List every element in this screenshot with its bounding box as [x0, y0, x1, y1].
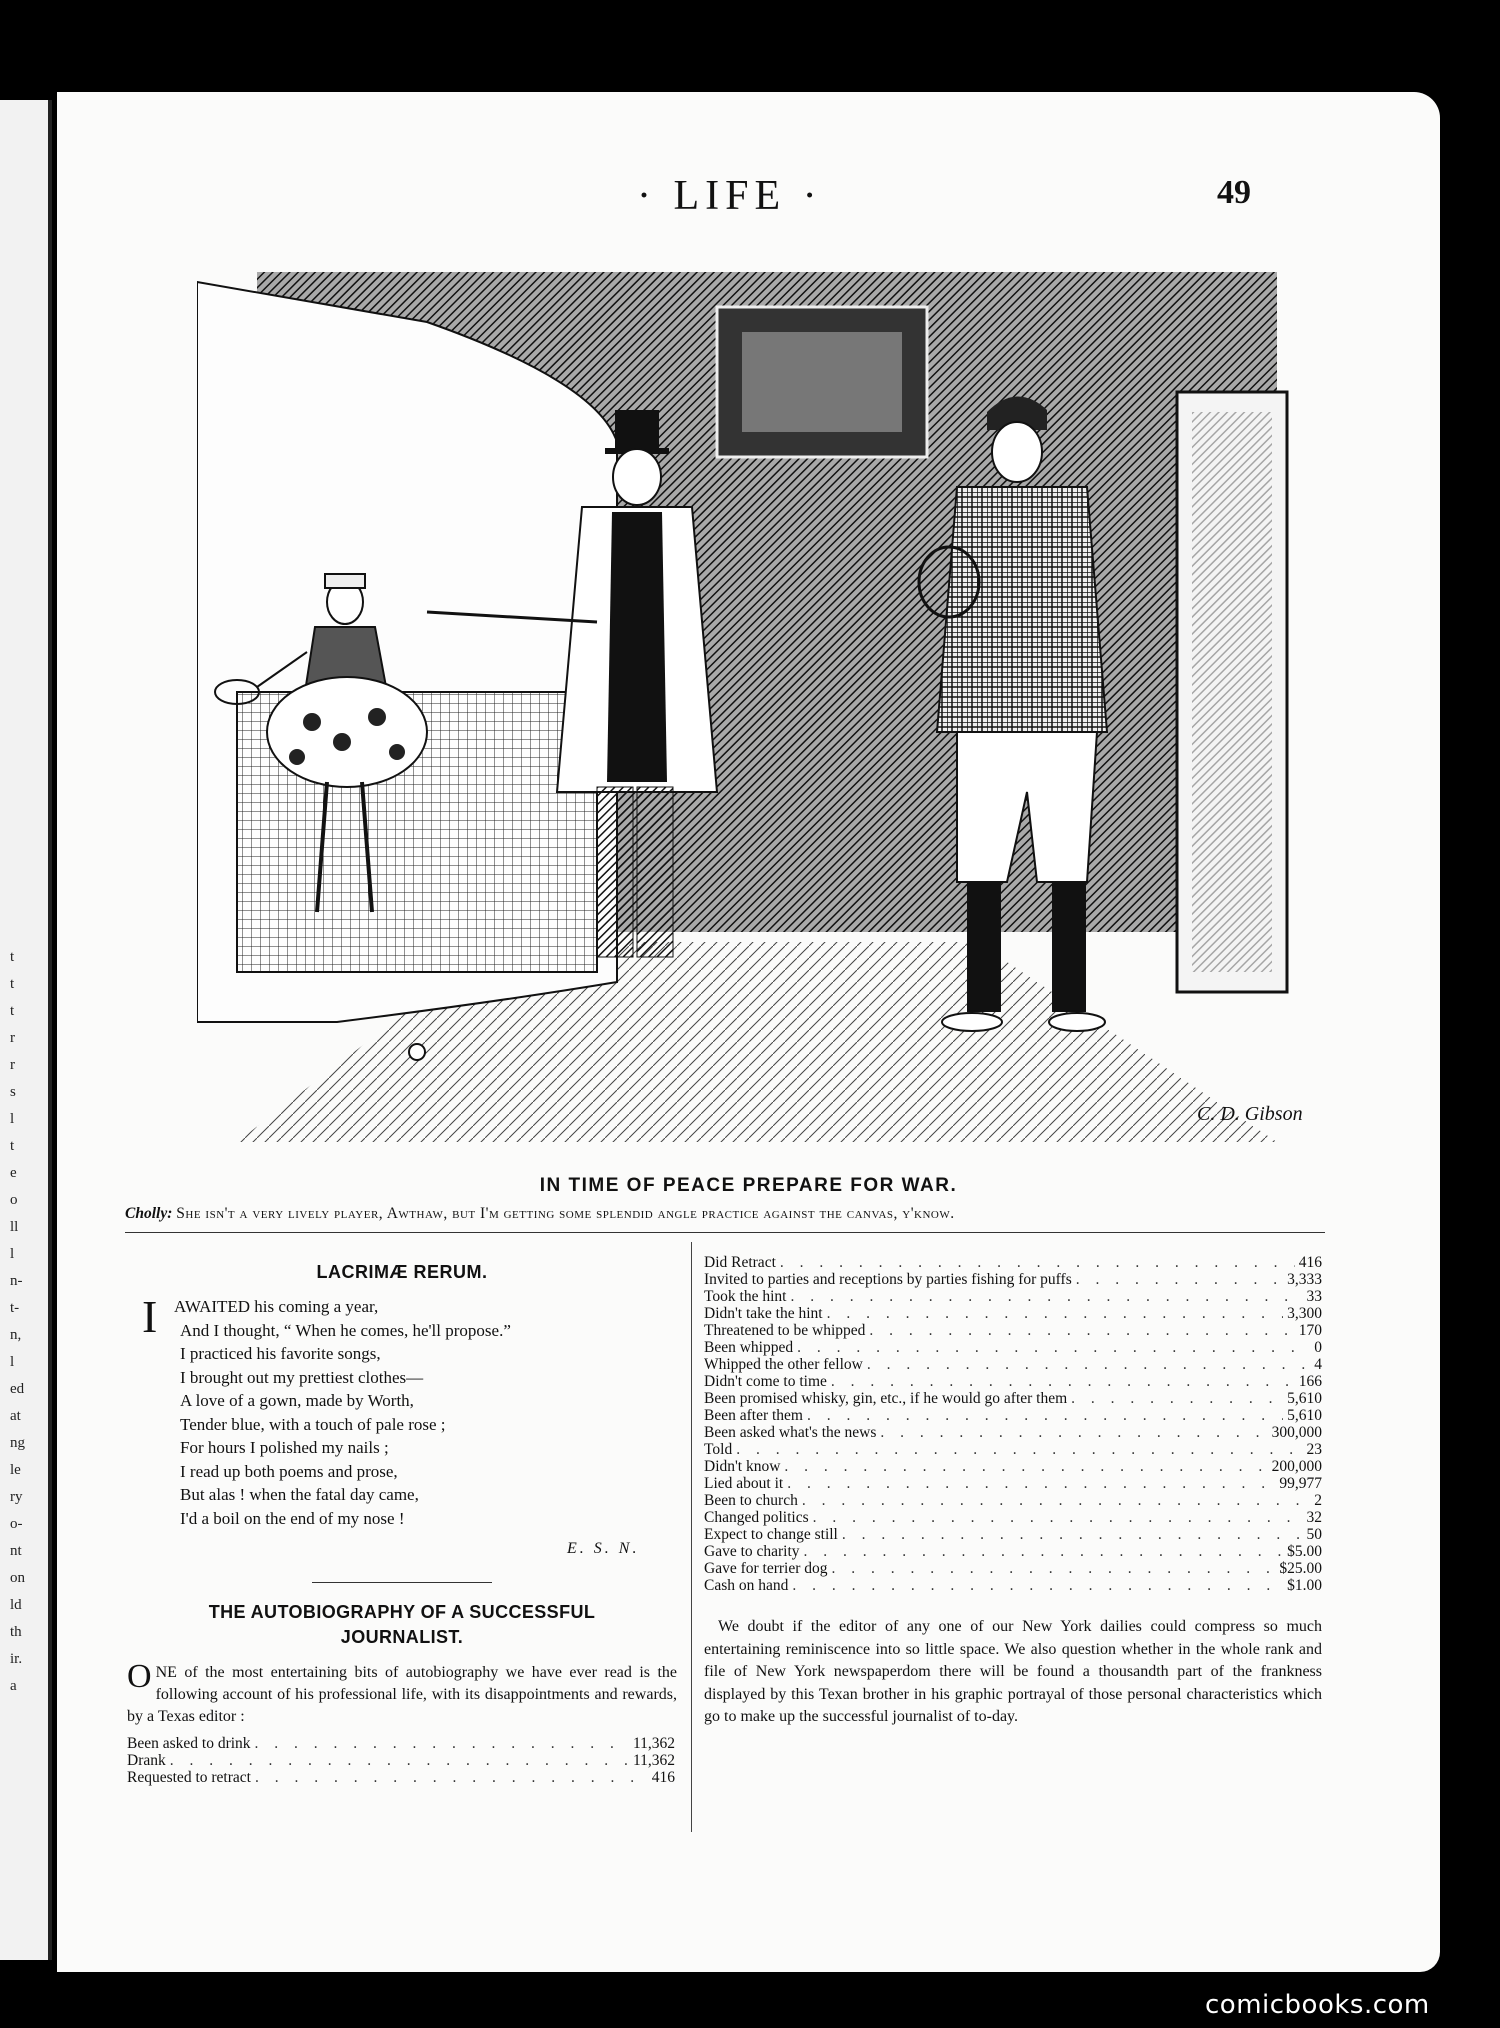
poem-line: AWAITED his coming a year,	[174, 1297, 379, 1316]
left-page-edge	[0, 100, 52, 1960]
stat-label: Took the hint	[704, 1288, 787, 1305]
stat-row	[704, 1356, 1322, 1373]
leader-dots	[880, 1424, 1267, 1441]
leader-dots	[1071, 1390, 1283, 1407]
leader-dots	[255, 1735, 629, 1752]
left-page-fragment: le	[10, 1462, 21, 1478]
tennis-ball	[409, 1044, 425, 1060]
section-divider	[125, 1232, 1325, 1233]
leader-dots	[170, 1752, 629, 1769]
stat-value: $5.00	[1287, 1543, 1322, 1560]
leader-dots	[780, 1254, 1295, 1271]
stat-row	[704, 1407, 1322, 1424]
stat-value: 23	[1306, 1441, 1322, 1458]
stat-row	[704, 1424, 1322, 1441]
poem-signature: E. S. N.	[567, 1540, 640, 1557]
stat-label: Been asked to drink	[127, 1735, 251, 1752]
leader-dots	[807, 1407, 1283, 1424]
left-page-fragment: n-	[10, 1273, 23, 1289]
stat-label: Didn't take the hint	[704, 1305, 823, 1322]
stat-label: Requested to retract	[127, 1769, 251, 1786]
stat-value: 5,610	[1287, 1390, 1322, 1407]
stat-row	[704, 1271, 1322, 1288]
stat-label: Been promised whisky, gin, etc., if he would go after them	[704, 1390, 1068, 1407]
leader-dots	[831, 1373, 1295, 1390]
stat-value: 3,300	[1287, 1305, 1322, 1322]
stat-row	[704, 1441, 1322, 1458]
stat-label: Cash on hand	[704, 1577, 789, 1594]
leader-dots	[255, 1769, 648, 1786]
stat-label: Drank	[127, 1752, 166, 1769]
leader-dots	[736, 1441, 1302, 1458]
caption-text: She isn't a very lively player, Awthaw, but I'm getting some splendid angle practice against the canvas, y'know.	[176, 1205, 955, 1222]
stat-value: $25.00	[1279, 1560, 1322, 1577]
stat-value: 99,977	[1279, 1475, 1322, 1492]
page-header-title: · LIFE ·	[637, 173, 823, 219]
watermark: comicbooks.com	[1205, 1990, 1430, 2020]
left-page-fragment: ir.	[10, 1651, 23, 1667]
left-page-fragment: ed	[10, 1381, 25, 1397]
stat-value: 416	[651, 1769, 675, 1786]
stat-value: $1.00	[1287, 1577, 1322, 1594]
stat-value: 0	[1314, 1339, 1322, 1356]
intro-dropcap: O	[127, 1658, 152, 1695]
left-page-fragment: a	[10, 1678, 17, 1694]
stat-label: Invited to parties and receptions by parties fishing for puffs	[704, 1271, 1072, 1288]
stat-row	[127, 1752, 675, 1769]
stat-label: Gave to charity	[704, 1543, 800, 1560]
stat-row	[704, 1458, 1322, 1475]
poem-title: LACRIMÆ RERUM.	[316, 1262, 488, 1282]
left-page-fragment: t	[10, 1003, 15, 1019]
poem-line: I read up both poems and prose,	[180, 1461, 398, 1481]
left-page-fragment: r	[10, 1057, 15, 1073]
stat-value: 166	[1298, 1373, 1322, 1390]
stat-value: 11,362	[632, 1752, 675, 1769]
stat-row	[704, 1390, 1322, 1407]
leader-dots	[832, 1560, 1276, 1577]
left-page-fragment: t	[10, 1138, 15, 1154]
stat-label: Been after them	[704, 1407, 803, 1424]
stat-value: 4	[1314, 1356, 1322, 1373]
tennis-illustration	[197, 262, 1347, 1167]
stat-label: Expect to change still	[704, 1526, 838, 1543]
leader-dots	[842, 1526, 1303, 1543]
leader-dots	[813, 1509, 1303, 1526]
stat-value: 2	[1314, 1492, 1322, 1509]
poem-dropcap: I	[142, 1291, 158, 1342]
stat-row	[127, 1769, 675, 1786]
poem-line: Tender blue, with a touch of pale rose ;	[180, 1414, 446, 1434]
short-divider	[312, 1582, 492, 1583]
stat-label: Been whipped	[704, 1339, 794, 1356]
article-title	[127, 1600, 677, 1650]
stat-row	[127, 1735, 675, 1752]
stat-label: Told	[704, 1441, 733, 1458]
left-page-fragment: th	[10, 1624, 22, 1640]
leader-dots	[797, 1339, 1310, 1356]
stat-label: Didn't know	[704, 1458, 781, 1475]
stat-row	[704, 1492, 1322, 1509]
stat-value: 416	[1298, 1254, 1322, 1271]
left-page-fragment: t	[10, 949, 15, 965]
stat-value: 50	[1306, 1526, 1322, 1543]
poem-line: But alas ! when the fatal day came,	[180, 1485, 419, 1504]
caption-dialog	[125, 1205, 1325, 1223]
page-number: 49	[1217, 174, 1251, 211]
stat-label: Didn't come to time	[704, 1373, 827, 1390]
stat-row	[704, 1305, 1322, 1322]
leader-dots	[784, 1458, 1267, 1475]
stat-row	[704, 1254, 1322, 1271]
stat-row	[704, 1560, 1322, 1577]
column-divider	[691, 1242, 692, 1832]
stat-value: 300,000	[1271, 1424, 1322, 1441]
stat-label: Lied about it	[704, 1475, 784, 1492]
stat-row	[704, 1577, 1322, 1594]
left-page-fragment: r	[10, 1030, 15, 1046]
leader-dots	[869, 1322, 1294, 1339]
leader-dots	[827, 1305, 1284, 1322]
poem-line: I practiced his favorite songs,	[180, 1344, 381, 1363]
stat-value: 32	[1306, 1509, 1322, 1526]
left-page-fragment: l	[10, 1246, 15, 1262]
caption-title: IN TIME OF PEACE PREPARE FOR WAR.	[539, 1175, 958, 1196]
leader-dots	[792, 1577, 1283, 1594]
left-page-fragment: ll	[10, 1219, 19, 1235]
leader-dots	[1076, 1271, 1283, 1288]
stat-value: 11,362	[632, 1735, 675, 1752]
stat-row	[704, 1509, 1322, 1526]
artist-signature: C. D. Gibson	[1197, 1103, 1303, 1125]
stats-table-right	[704, 1254, 1322, 1594]
leader-dots	[867, 1356, 1310, 1373]
left-page-fragment: ld	[10, 1597, 22, 1613]
stat-row	[704, 1339, 1322, 1356]
left-page-fragment: e	[10, 1165, 17, 1181]
stat-value: 200,000	[1271, 1458, 1322, 1475]
leader-dots	[790, 1288, 1302, 1305]
stat-label: Did Retract	[704, 1254, 776, 1271]
stat-row	[704, 1543, 1322, 1560]
stat-value: 33	[1306, 1288, 1322, 1305]
left-page-fragment: s	[10, 1084, 16, 1100]
stat-row	[704, 1322, 1322, 1339]
stat-value: 5,610	[1287, 1407, 1322, 1424]
left-page-fragment: l	[10, 1354, 15, 1370]
left-page-fragment: nt	[10, 1543, 22, 1559]
stat-value: 3,333	[1287, 1271, 1322, 1288]
left-page-fragment: n,	[10, 1327, 22, 1343]
stat-label: Gave for terrier dog	[704, 1560, 828, 1577]
stat-value: 170	[1298, 1322, 1322, 1339]
poem-line: For hours I polished my nails ;	[180, 1438, 389, 1457]
left-page-fragment: at	[10, 1408, 21, 1424]
stat-label: Changed politics	[704, 1509, 809, 1526]
left-page-fragment: t-	[10, 1300, 20, 1316]
stat-row	[704, 1475, 1322, 1492]
left-page-fragment: ry	[10, 1489, 23, 1505]
leader-dots	[787, 1475, 1275, 1492]
leader-dots	[802, 1492, 1310, 1509]
left-page-fragment: on	[10, 1570, 25, 1586]
left-page-fragment: ng	[10, 1435, 25, 1451]
left-page-fragment: o-	[10, 1516, 23, 1532]
stat-label: Threatened to be whipped	[704, 1322, 866, 1339]
poem-line: I'd a boil on the end of my nose !	[180, 1508, 405, 1528]
magazine-page	[57, 92, 1440, 1972]
poem-line: I brought out my prettiest clothes—	[180, 1367, 424, 1387]
closing-paragraph: We doubt if the editor of any one of our New York dailies could compress so much entertaining reminiscence into so little space. We also question whether in the whole rank and file of New York newspaperdom there will be found a thousandth part of the frankness displayed by this Texan brother in his graphic portrayal of those personal characteristics which go to make up the successful journalist of to-day.	[704, 1618, 1322, 1725]
stat-label: Been asked what's the news	[704, 1424, 877, 1441]
stat-label: Whipped the other fellow	[704, 1356, 863, 1373]
left-page-fragment: l	[10, 1111, 15, 1127]
poem-line: A love of a gown, made by Worth,	[180, 1391, 414, 1410]
caption-speaker: Cholly:	[125, 1205, 173, 1222]
article-title-line-1: THE AUTOBIOGRAPHY OF A SUCCESSFUL	[208, 1602, 596, 1622]
leader-dots	[804, 1543, 1284, 1560]
intro-text: NE of the most entertaining bits of autobiography we have ever read is the following account of his professional life, with its disappointments and rewards, by a Texas editor :	[127, 1664, 677, 1725]
stat-row	[704, 1288, 1322, 1305]
stats-table-left	[127, 1735, 675, 1786]
article-intro	[127, 1658, 677, 1728]
left-page-fragment: t	[10, 976, 15, 992]
poem-line: And I thought, “ When he comes, he'll propose.”	[180, 1320, 511, 1340]
stat-row	[704, 1526, 1322, 1543]
left-page-fragment: o	[10, 1192, 18, 1208]
stat-label: Been to church	[704, 1492, 798, 1509]
article-title-line-2: JOURNALIST.	[340, 1627, 464, 1647]
stat-row	[704, 1373, 1322, 1390]
